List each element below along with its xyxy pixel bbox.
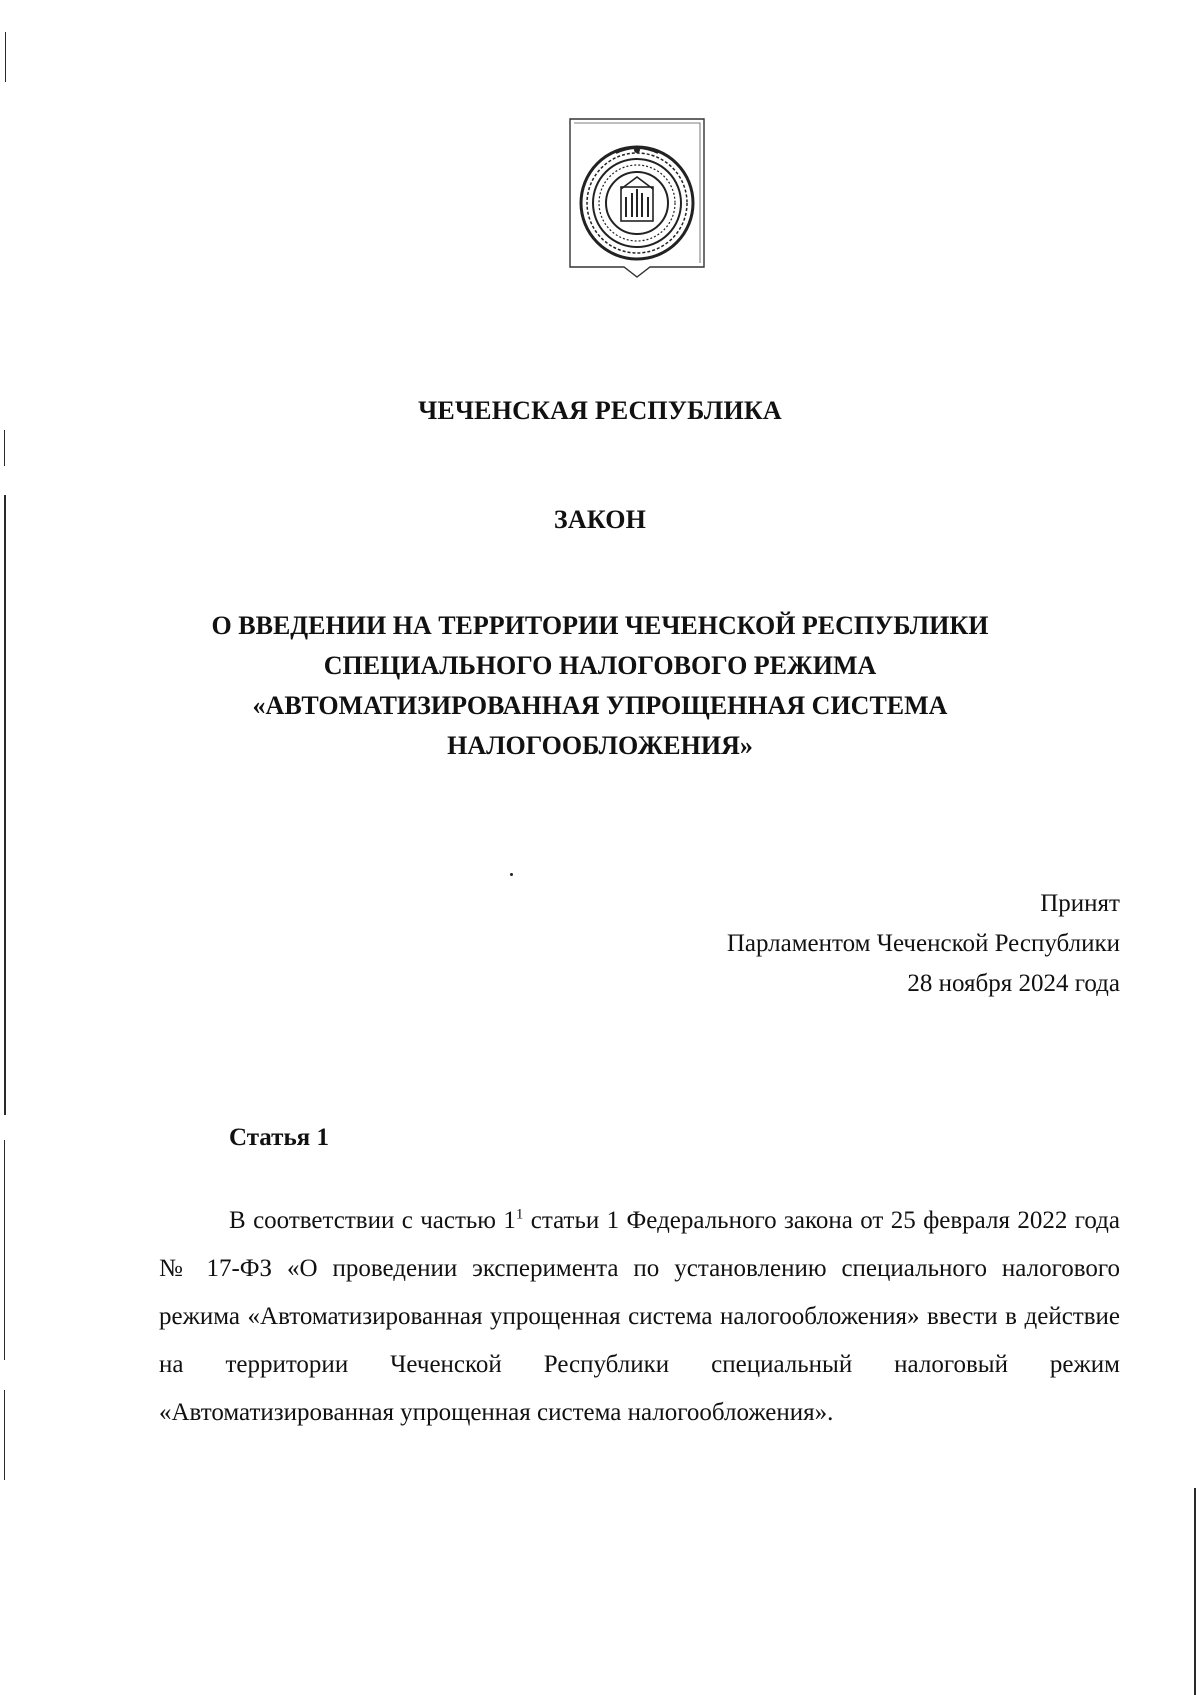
adopted-date: 28 ноября 2024 года (907, 970, 1120, 997)
scan-edge-mark (4, 1140, 5, 1360)
law-title-line: «АВТОМАТИЗИРОВАННАЯ УПРОЩЕННАЯ СИСТЕМА (252, 691, 948, 720)
adoption-block (727, 884, 1120, 1004)
article-heading: Статья 1 (229, 1124, 329, 1151)
adopted-label: Принят (1040, 890, 1120, 917)
article-superscript: 1 (515, 1206, 524, 1223)
article-paragraph (159, 1197, 1120, 1437)
adopted-by: Парламентом Чеченской Республики (726, 930, 1120, 957)
scan-edge-mark (1194, 1488, 1196, 1695)
coat-of-arms-icon (566, 117, 708, 293)
region-heading: ЧЕЧЕНСКАЯ РЕСПУБЛИКА (418, 396, 782, 425)
scan-edge-mark (4, 430, 5, 466)
law-title-line: О ВВЕДЕНИИ НА ТЕРРИТОРИИ ЧЕЧЕНСКОЙ РЕСПУБЛИКИ (211, 611, 989, 640)
law-title (150, 606, 1050, 766)
law-title-line: СПЕЦИАЛЬНОГО НАЛОГОВОГО РЕЖИМА (323, 651, 877, 680)
scan-edge-mark (5, 32, 6, 82)
law-title-line: НАЛОГООБЛОЖЕНИЯ» (447, 731, 753, 760)
article-text-rest: статьи 1 Федерального закона от 25 февраля 2022 года № 17-ФЗ «О проведении эксперимента по установлению специального налогового режима «Автоматизированная упрощенная система налогообложения» ввести в действие на территории Чеченской Республики специальный налоговый режим «Автоматизированная упрощенная система налогообложения». (159, 1207, 1120, 1426)
scan-edge-mark (4, 1390, 5, 1480)
document-type-heading: ЗАКОН (553, 505, 647, 534)
scan-dot (510, 873, 513, 876)
scan-edge-mark (4, 495, 6, 1115)
article-body (159, 1197, 1120, 1437)
article-text-start: В соответствии с частью 1 (229, 1207, 516, 1234)
